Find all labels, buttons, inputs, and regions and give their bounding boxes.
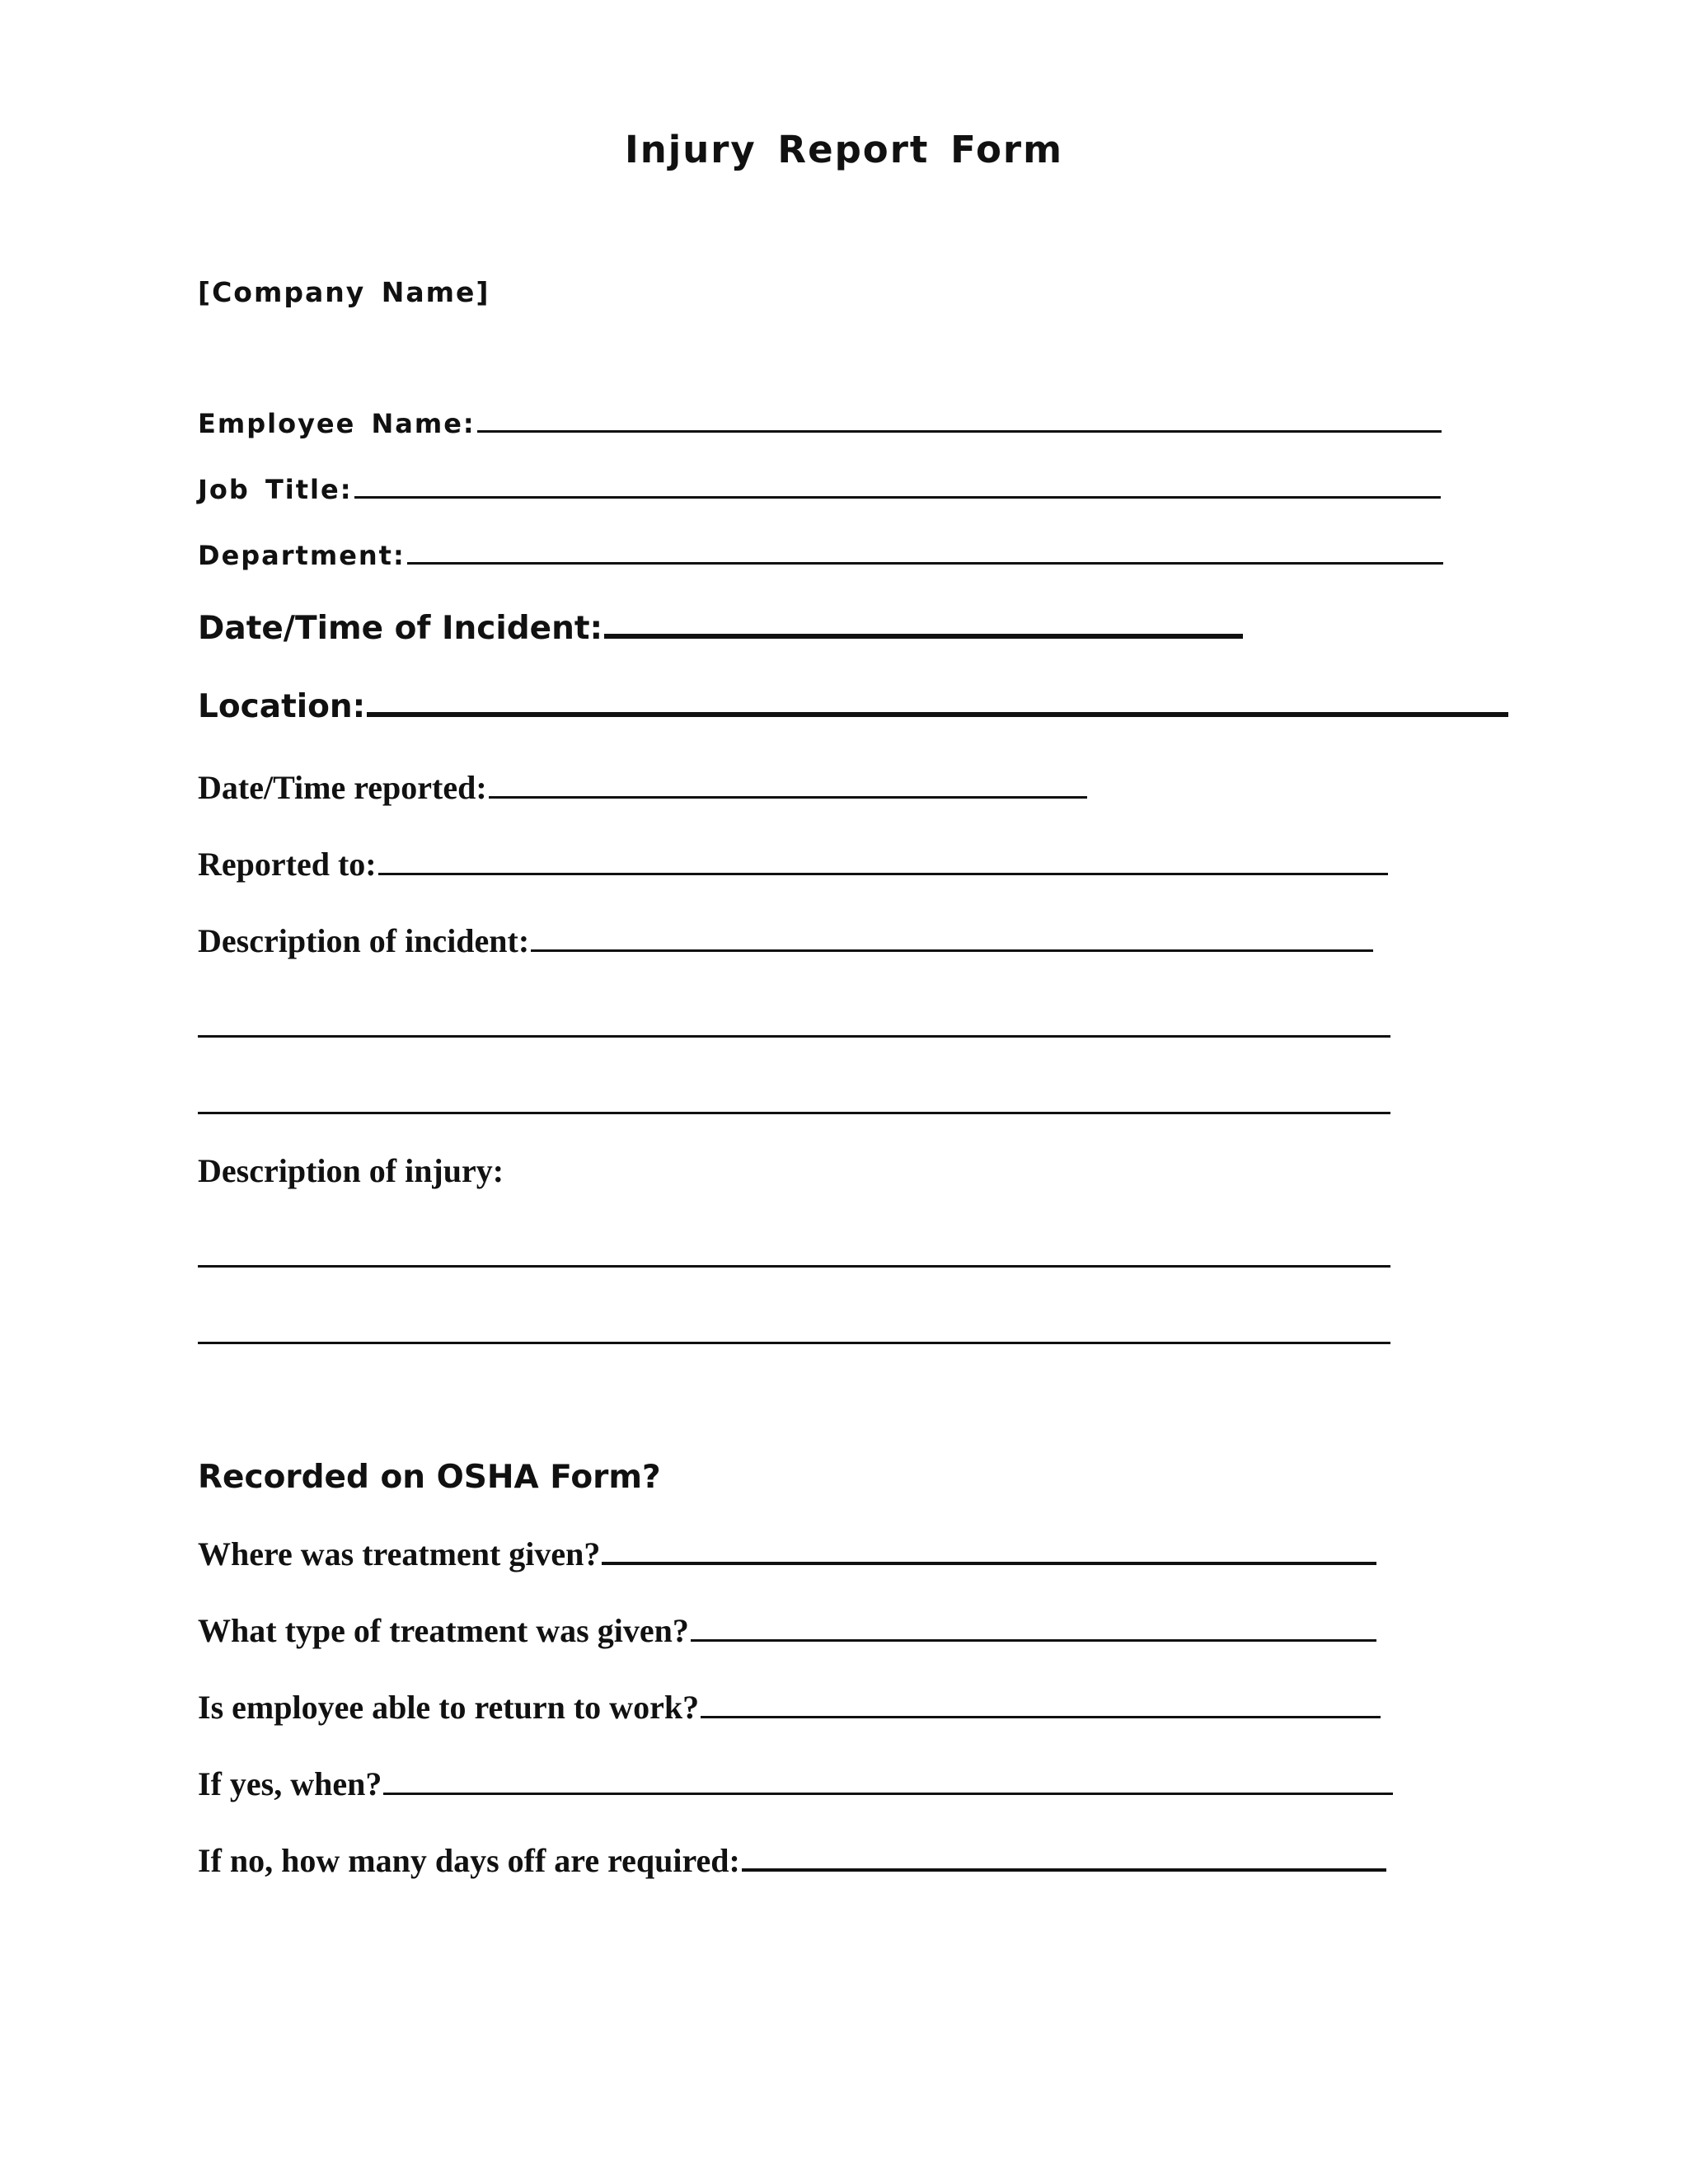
if-yes-label: If yes, when? bbox=[198, 1765, 382, 1802]
datetime-incident-label: Date/Time of Incident: bbox=[198, 610, 603, 647]
department-input-line[interactable] bbox=[407, 561, 1443, 565]
treatment-type-field bbox=[198, 1611, 1376, 1650]
if-yes-input-line[interactable] bbox=[383, 1792, 1393, 1795]
department-field bbox=[198, 540, 1443, 571]
job-title-input-line[interactable] bbox=[354, 495, 1441, 499]
location-label: Location: bbox=[198, 688, 366, 725]
description-injury-field bbox=[198, 1151, 504, 1190]
datetime-reported-input-line[interactable] bbox=[489, 795, 1087, 799]
reported-to-field bbox=[198, 845, 1388, 883]
if-yes-field bbox=[198, 1765, 1393, 1803]
description-injury-label: Description of injury: bbox=[198, 1152, 504, 1189]
employee-name-label: Employee Name: bbox=[198, 408, 476, 439]
form-title: Injury Report Form bbox=[624, 128, 1063, 171]
employee-name-field bbox=[198, 408, 1442, 439]
return-to-work-input-line[interactable] bbox=[701, 1715, 1381, 1718]
treatment-type-input-line[interactable] bbox=[691, 1638, 1376, 1642]
company-name-placeholder: [Company Name] bbox=[198, 276, 490, 308]
datetime-incident-field bbox=[198, 610, 1243, 647]
location-input-line[interactable] bbox=[367, 711, 1508, 717]
if-no-input-line[interactable] bbox=[742, 1868, 1386, 1872]
return-to-work-label: Is employee able to return to work? bbox=[198, 1689, 700, 1726]
description-incident-line-2[interactable] bbox=[198, 1035, 1390, 1038]
if-no-field bbox=[198, 1841, 1386, 1880]
reported-to-input-line[interactable] bbox=[378, 872, 1388, 875]
treatment-where-field bbox=[198, 1535, 1376, 1573]
description-incident-input-line[interactable] bbox=[531, 949, 1373, 952]
location-field bbox=[198, 688, 1508, 725]
return-to-work-field bbox=[198, 1688, 1381, 1727]
description-incident-field bbox=[198, 921, 1373, 960]
job-title-label: Job Title: bbox=[198, 474, 353, 505]
datetime-incident-input-line[interactable] bbox=[604, 633, 1243, 639]
treatment-where-label: Where was treatment given? bbox=[198, 1535, 601, 1572]
reported-to-label: Reported to: bbox=[198, 846, 377, 883]
if-no-label: If no, how many days off are required: bbox=[198, 1842, 740, 1879]
employee-name-input-line[interactable] bbox=[477, 429, 1442, 433]
description-injury-line-2[interactable] bbox=[198, 1342, 1390, 1344]
job-title-field bbox=[198, 474, 1441, 505]
treatment-type-label: What type of treatment was given? bbox=[198, 1612, 689, 1649]
datetime-reported-label: Date/Time reported: bbox=[198, 769, 487, 806]
department-label: Department: bbox=[198, 540, 406, 571]
osha-question: Recorded on OSHA Form? bbox=[198, 1459, 661, 1496]
treatment-where-input-line[interactable] bbox=[602, 1561, 1376, 1565]
description-injury-line-1[interactable] bbox=[198, 1265, 1390, 1268]
description-incident-line-3[interactable] bbox=[198, 1112, 1390, 1114]
description-incident-label: Description of incident: bbox=[198, 922, 530, 959]
datetime-reported-field bbox=[198, 768, 1087, 807]
